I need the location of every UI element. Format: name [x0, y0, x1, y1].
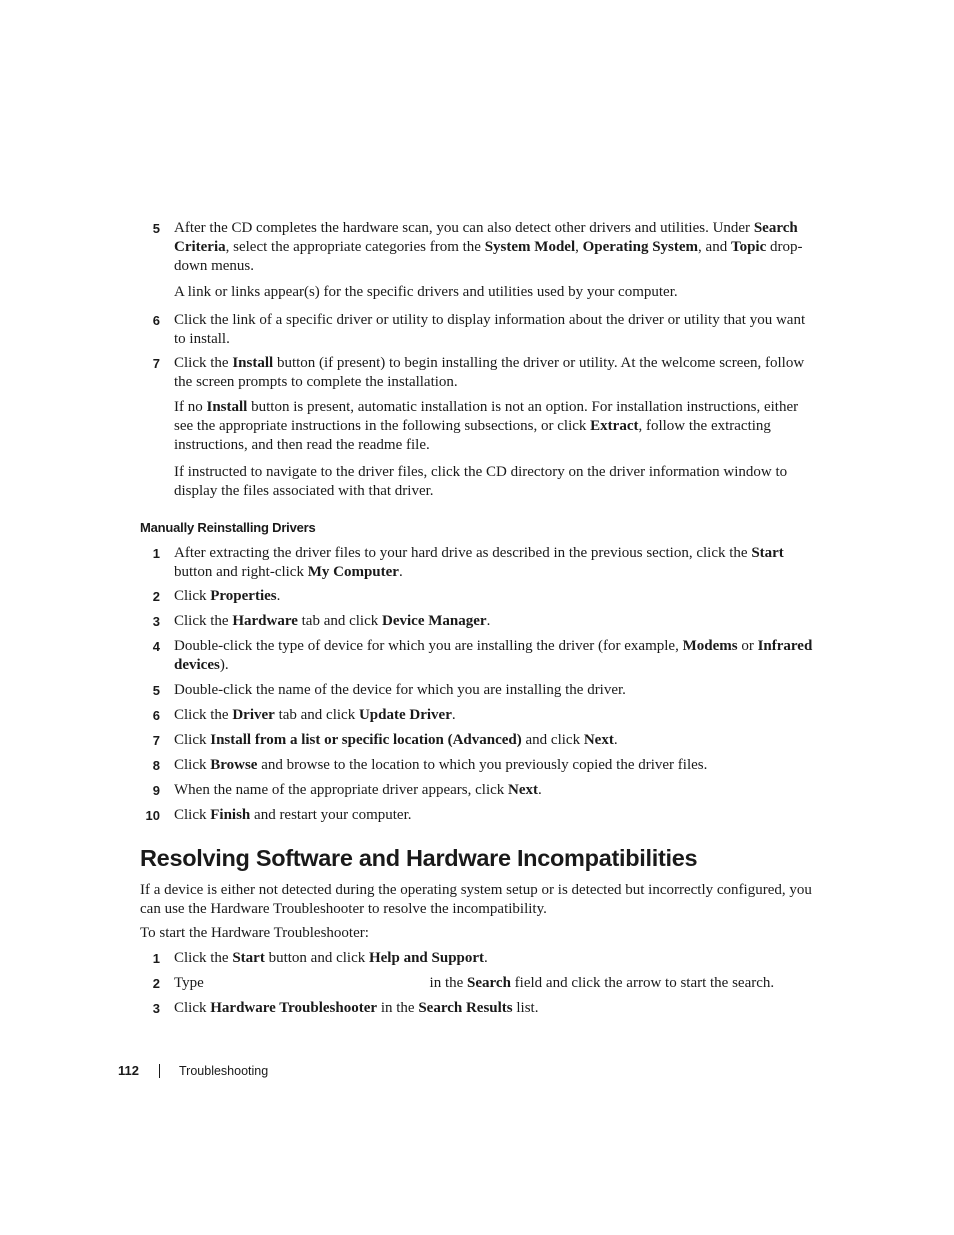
bold-term: Properties: [210, 588, 277, 604]
step-text: Click the Driver tab and click Update Driver.: [174, 707, 456, 723]
intro-paragraph: If a device is either not detected during the operating system setup or is detected but incorrectly configured, you can use the Hardware Troubleshooter to resolve the incompatibility.: [140, 882, 812, 917]
bold-term: Next: [583, 732, 614, 748]
footer-divider: [159, 1064, 160, 1078]
step-number: 10: [145, 808, 160, 823]
bold-term: Install from a list or specific location (Advanced): [210, 732, 522, 748]
step-text: Click the Install button (if present) to begin installing the driver or utility. At the welcome screen, follow the screen prompts to complete the installation.: [174, 355, 805, 390]
step-number: 9: [152, 783, 160, 798]
lead-paragraph: To start the Hardware Troubleshooter:: [140, 925, 369, 941]
step-text: Double-click the type of device for which you are installing the driver (for example, Modems or Infrared devices).: [174, 638, 813, 673]
step-number: 3: [152, 614, 160, 629]
step-number: 8: [152, 758, 160, 773]
bold-term: Driver: [232, 707, 275, 723]
step-note: A link or links appear(s) for the specific drivers and utilities used by your computer.: [174, 284, 678, 300]
step-number: 7: [152, 733, 160, 748]
bold-term: System Model: [484, 239, 576, 255]
bold-term: Topic: [730, 239, 767, 255]
step-number: 1: [152, 546, 160, 561]
step-number: 6: [152, 313, 160, 328]
step-text: Click Properties.: [174, 588, 281, 604]
bold-term: Install: [206, 399, 248, 415]
step-text: Click Finish and restart your computer.: [174, 807, 412, 823]
bold-term: Hardware Troubleshooter: [210, 1000, 378, 1016]
bold-term: Infrared devices: [174, 638, 813, 673]
bold-term: Search: [467, 975, 511, 991]
subheading: Manually Reinstalling Drivers: [140, 520, 316, 535]
step-text: Click the link of a specific driver or utility to display information about the driver or utility that you want to install.: [174, 312, 806, 347]
bold-term: Help and Support: [368, 950, 485, 966]
step-text: Click the Hardware tab and click Device Manager.: [174, 613, 491, 629]
step-number: 5: [152, 221, 160, 236]
bold-term: Start: [232, 950, 265, 966]
step-number: 4: [152, 639, 160, 654]
bold-term: Browse: [210, 757, 258, 773]
step-number: 1: [152, 951, 160, 966]
footer-section-title: Troubleshooting: [179, 1064, 269, 1078]
step-number: 7: [152, 356, 160, 371]
page-number: 112: [118, 1063, 139, 1078]
step-text: Click Browse and browse to the location to which you previously copied the driver files.: [174, 757, 708, 773]
step-note: If no Install button is present, automatic installation is not an option. For installation instructions, either see the appropriate instructions in the following subsections, or click Extract, follow the extracting instructions, and then read the readme file.: [174, 399, 799, 453]
bold-term: Start: [751, 545, 784, 561]
step-text: After the CD completes the hardware scan, you can also detect other drivers and utilities. Under Search Criteria, select the appropriate categories from the System Model, Operating System, and Topic drop-down menus.: [174, 220, 803, 274]
bold-term: Hardware: [232, 613, 298, 629]
step-number: 2: [152, 589, 160, 604]
step-note: If instructed to navigate to the driver files, click the CD directory on the driver information window to display the files associated with that driver.: [174, 464, 788, 499]
bold-term: Device Manager: [382, 613, 487, 629]
bold-term: Next: [508, 782, 539, 798]
bold-term: Install: [232, 355, 274, 371]
step-text: After extracting the driver files to your hard drive as described in the previous section, click the Start button and right-click My Computer.: [174, 545, 784, 580]
bold-term: Update Driver: [358, 707, 452, 723]
bold-term: Search Results: [418, 1000, 513, 1016]
step-number: 3: [152, 1001, 160, 1016]
step-text: When the name of the appropriate driver appears, click Next.: [174, 782, 542, 798]
bold-term: My Computer: [307, 564, 399, 580]
step-number: 2: [152, 976, 160, 991]
step-number: 5: [152, 683, 160, 698]
bold-term: Extract: [590, 418, 639, 434]
bold-term: Finish: [210, 807, 251, 823]
step-text: Double-click the name of the device for which you are installing the driver.: [174, 682, 626, 698]
step-text: Click the Start button and click Help and Support.: [174, 950, 488, 966]
step-number: 6: [152, 708, 160, 723]
step-text: Type in the Search field and click the arrow to start the search.: [174, 975, 775, 991]
step-text: Click Install from a list or specific location (Advanced) and click Next.: [174, 732, 618, 748]
bold-term: Search Criteria: [174, 220, 798, 255]
bold-term: Operating System: [582, 239, 699, 255]
section-heading: Resolving Software and Hardware Incompatibilities: [140, 845, 698, 871]
bold-term: Modems: [682, 638, 738, 654]
step-text: Click Hardware Troubleshooter in the Search Results list.: [174, 1000, 539, 1016]
